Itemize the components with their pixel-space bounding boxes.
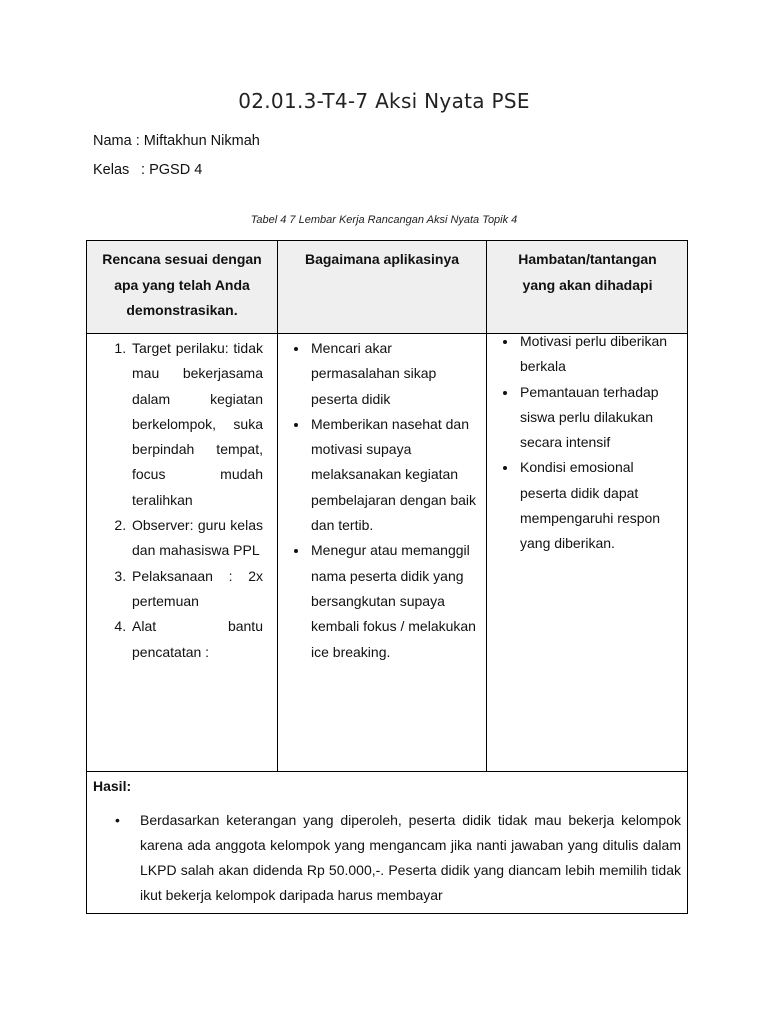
action-plan-table bbox=[86, 240, 688, 914]
rencana-cell bbox=[108, 336, 263, 665]
list-item: 4. Alat bantu pencatatan : bbox=[130, 614, 263, 665]
hasil-paragraph bbox=[111, 808, 681, 908]
aplikasi-list bbox=[285, 336, 483, 665]
header-hambatan: Hambatan/tantangan yang akan dihadapi bbox=[518, 251, 657, 293]
nama-value: : Miftakhun Nikmah bbox=[135, 133, 260, 149]
column-divider bbox=[486, 241, 487, 772]
column-divider bbox=[277, 241, 278, 772]
nama-label: Nama bbox=[93, 133, 132, 149]
bullet-icon: • bbox=[115, 812, 120, 828]
list-item: • Motivasi perlu diberikan berkala bbox=[518, 329, 684, 380]
hasil-text: Berdasarkan keterangan yang diperoleh, peserta didik tidak mau bekerja kelompok karena ada anggota kelompok yang mengancam jika nanti jawaban yang ditulis dalam LKPD salah akan didenda Rp 50.000,-. Peserta didik yang diancam lebih memilih tidak ikut bekerja kelompok daripada harus membayar bbox=[140, 812, 681, 903]
list-item: • Memberikan nasehat dan motivasi supaya melaksanakan kegiatan pembelajaran dengan baik dan tertib. bbox=[309, 412, 483, 538]
table-caption: Tabel 4 7 Lembar Kerja Rancangan Aksi Nyata Topik 4 bbox=[250, 214, 518, 226]
aplikasi-cell bbox=[285, 336, 483, 665]
list-item: • Kondisi emosional peserta didik dapat mempengaruhi respon yang diberikan. bbox=[518, 455, 684, 556]
kelas-label: Kelas bbox=[93, 162, 130, 178]
list-item: 2. Observer: guru kelas dan mahasiswa PPL bbox=[130, 513, 263, 564]
list-item: 3. Pelaksanaan : 2x pertemuan bbox=[130, 564, 263, 615]
document-title: 02.01.3-T4-7 Aksi Nyata PSE bbox=[238, 89, 530, 113]
header-aplikasi: Bagaimana aplikasinya bbox=[304, 251, 460, 267]
rencana-list bbox=[108, 336, 263, 665]
list-item: • Pemantauan terhadap siswa perlu dilakukan secara intensif bbox=[518, 380, 684, 456]
list-item: 1. Target perilaku: tidak mau bekerjasama dalam kegiatan berkelompok, suka berpindah tempat, focus mudah teralihkan bbox=[130, 336, 263, 513]
nama-line bbox=[93, 133, 260, 149]
kelas-line bbox=[93, 162, 202, 178]
header-rencana: Rencana sesuai dengan apa yang telah Anda demonstrasikan. bbox=[102, 251, 262, 318]
row-divider bbox=[87, 771, 687, 772]
kelas-value: : PGSD 4 bbox=[141, 162, 203, 178]
hambatan-list bbox=[494, 329, 684, 557]
hambatan-cell bbox=[494, 329, 684, 557]
list-item: • Mencari akar permasalahan sikap peserta didik bbox=[309, 336, 483, 412]
list-item: • Menegur atau memanggil nama peserta didik yang bersangkutan supaya kembali fokus / melakukan ice breaking. bbox=[309, 538, 483, 664]
hasil-label: Hasil: bbox=[93, 778, 132, 794]
